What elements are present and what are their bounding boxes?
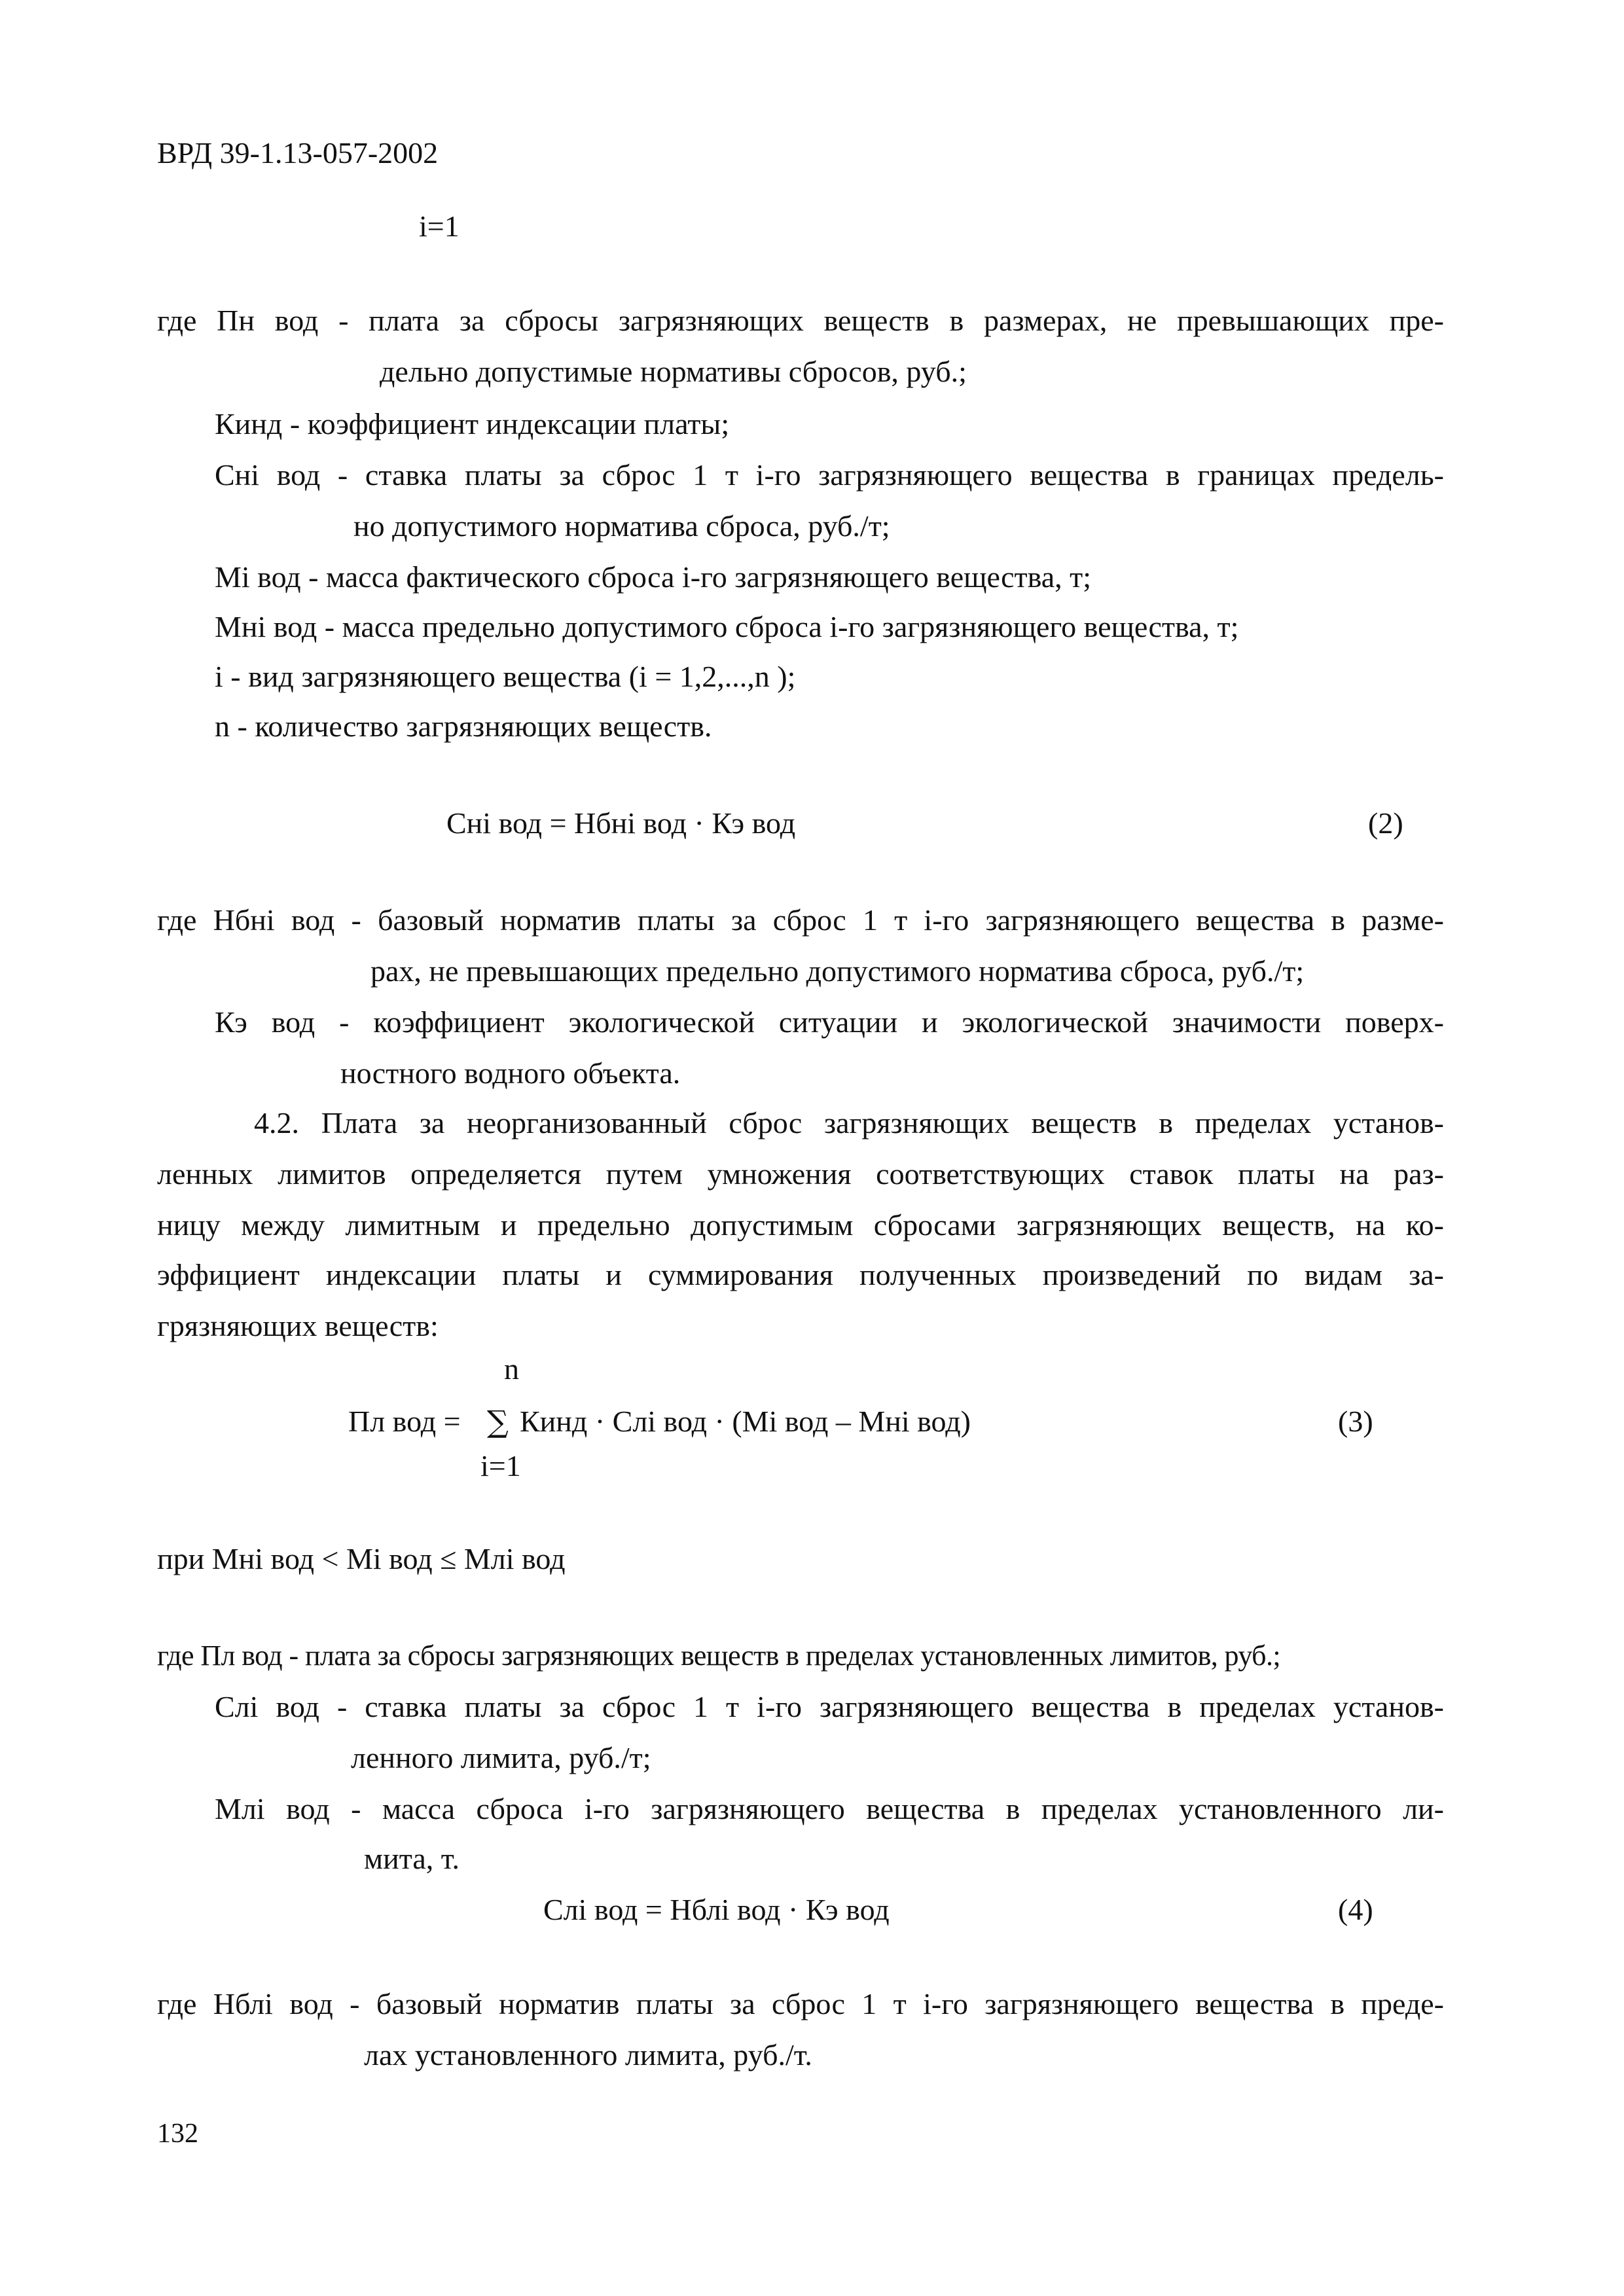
definition-kind: Кинд - коэффициент индексации платы;: [215, 407, 730, 440]
formula-4-number: (4): [1338, 1893, 1373, 1926]
definition-cli-vod: Слi вод - ставка платы за сброс 1 т i-го загрязняющего вещества в пределах установ-: [215, 1690, 1444, 1723]
definition-mli-vod: Млi вод - масса сброса i-го загрязняющего вещества в пределах установленного ли-: [215, 1792, 1444, 1825]
formula-3-lower-limit: i=1: [480, 1449, 521, 1482]
formula-3-upper-limit: n: [504, 1352, 519, 1386]
formula-3-rhs: Кинд · Слi вод · (Мi вод – Мнi вод): [520, 1405, 971, 1438]
formula1-sum-lower-limit: i=1: [419, 209, 460, 243]
formula-3-condition: при Мнi вод < Мi вод ≤ Млi вод: [157, 1542, 566, 1575]
definition-cli-vod-cont: ленного лимита, руб./т;: [351, 1741, 651, 1774]
formula-4: Слi вод = Нблi вод · Кэ вод: [543, 1893, 890, 1926]
definition-mli-vod-cont: мита, т.: [364, 1842, 460, 1875]
definition-nbni-vod: где Нбнi вод - базовый норматив платы за сброс 1 т i-го загрязняющего вещества в разме-: [157, 903, 1444, 937]
definition-pl-vod: где Пл вод - плата за сбросы загрязняющих веществ в пределах установленных лимитов, руб.;: [157, 1640, 1280, 1672]
para-4-2-line-4: эффициент индексации платы и суммирования полученных произведений по видам за-: [157, 1258, 1444, 1291]
definition-ke-vod: Кэ вод - коэффициент экологической ситуации и экологической значимости поверх-: [215, 1005, 1444, 1039]
document-code: ВРД 39-1.13-057-2002: [157, 136, 439, 170]
formula-3-number: (3): [1338, 1405, 1373, 1438]
para-4-2-line-3: ницу между лимитным и предельно допустимым сбросами загрязняющих веществ, на ко-: [157, 1208, 1444, 1242]
definition-cni-vod-cont: но допустимого норматива сброса, руб./т;: [353, 509, 890, 543]
page-number: 132: [157, 2119, 198, 2149]
definition-mi-vod: Мi вод - масса фактического сброса i-го загрязняющего вещества, т;: [215, 560, 1092, 594]
definition-cni-vod: Снi вод - ставка платы за сброс 1 т i-го загрязняющего вещества в границах предель-: [215, 458, 1444, 492]
para-4-2-line-5: грязняющих веществ:: [157, 1309, 439, 1342]
para-4-2-line-2: ленных лимитов определяется путем умножения соответствующих ставок платы на раз-: [157, 1157, 1444, 1191]
definition-pn-vod-cont: дельно допустимые нормативы сбросов, руб.;: [380, 355, 967, 388]
formula-2-number: (2): [1368, 806, 1403, 840]
definition-mni-vod: Мнi вод - масса предельно допустимого сброса i-го загрязняющего вещества, т;: [215, 610, 1239, 643]
definition-ke-vod-cont: ностного водного объекта.: [340, 1056, 681, 1090]
para-4-2-line-1: 4.2. Плата за неорганизованный сброс загрязняющих веществ в пределах установ-: [254, 1106, 1444, 1139]
formula-2: Снi вод = Нбнi вод · Кэ вод: [446, 806, 796, 840]
definition-n: n - количество загрязняющих веществ.: [215, 709, 712, 743]
definition-nbli-vod: где Нблi вод - базовый норматив платы за сброс 1 т i-го загрязняющего вещества в преде-: [157, 1987, 1444, 2020]
definition-pn-vod: где Пн вод - плата за сбросы загрязняющих веществ в размерах, не превышающих пре-: [157, 304, 1444, 337]
sum-symbol: ∑: [487, 1404, 509, 1439]
definition-nbli-vod-cont: лах установленного лимита, руб./т.: [364, 2038, 812, 2072]
formula-3-lhs: Пл вод =: [348, 1405, 461, 1438]
definition-nbni-vod-cont: рах, не превышающих предельно допустимого норматива сброса, руб./т;: [370, 954, 1305, 988]
definition-i: i - вид загрязняющего вещества (i = 1,2,...,n );: [215, 660, 796, 693]
